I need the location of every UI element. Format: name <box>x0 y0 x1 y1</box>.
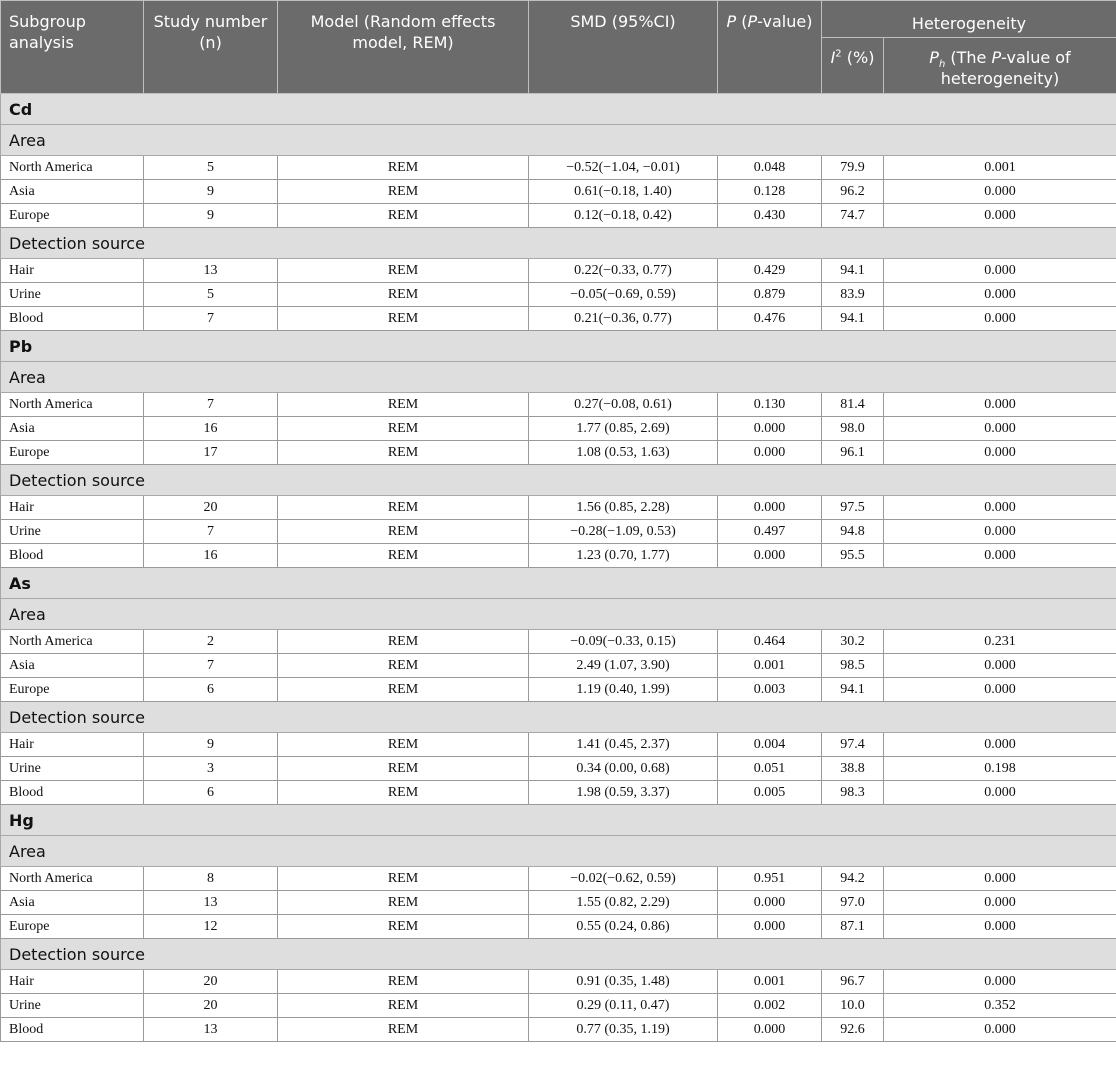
study-number-cell: 6 <box>144 781 278 805</box>
model-cell: REM <box>278 994 529 1018</box>
table-row <box>1 733 1116 757</box>
ph-cell: 0.000 <box>884 520 1116 544</box>
row-label: Urine <box>1 520 144 544</box>
p-value-cell: 0.002 <box>718 994 822 1018</box>
header-subgroup: Subgroup analysis <box>1 1 144 94</box>
header-p-italic: P <box>726 12 737 31</box>
ph-cell: 0.000 <box>884 259 1116 283</box>
table-row <box>1 970 1116 994</box>
section-row <box>1 362 1116 393</box>
p-value-cell: 0.000 <box>718 441 822 465</box>
i2-cell: 98.3 <box>822 781 884 805</box>
ph-cell: 0.000 <box>884 417 1116 441</box>
study-number-cell: 9 <box>144 733 278 757</box>
ph-cell: 0.000 <box>884 867 1116 891</box>
p-value-cell: 0.001 <box>718 654 822 678</box>
ph-cell: 0.198 <box>884 757 1116 781</box>
p-value-cell: 0.048 <box>718 156 822 180</box>
i2-cell: 97.0 <box>822 891 884 915</box>
section-row <box>1 939 1116 970</box>
study-number-cell: 20 <box>144 970 278 994</box>
ph-cell: 0.352 <box>884 994 1116 1018</box>
model-cell: REM <box>278 867 529 891</box>
smd-cell: 0.77 (0.35, 1.19) <box>529 1018 718 1042</box>
table-row <box>1 891 1116 915</box>
model-cell: REM <box>278 259 529 283</box>
header-ph <box>884 38 1116 94</box>
header-p-open: ( <box>736 12 748 31</box>
row-label: Blood <box>1 781 144 805</box>
p-value-cell: 0.051 <box>718 757 822 781</box>
study-number-cell: 16 <box>144 544 278 568</box>
smd-cell: −0.52(−1.04, −0.01) <box>529 156 718 180</box>
i2-cell: 92.6 <box>822 1018 884 1042</box>
study-number-cell: 7 <box>144 520 278 544</box>
smd-cell: 0.55 (0.24, 0.86) <box>529 915 718 939</box>
model-cell: REM <box>278 496 529 520</box>
i2-cell: 96.7 <box>822 970 884 994</box>
table-row <box>1 544 1116 568</box>
i2-cell: 30.2 <box>822 630 884 654</box>
row-label: Blood <box>1 544 144 568</box>
p-value-cell: 0.000 <box>718 417 822 441</box>
table-row <box>1 1018 1116 1042</box>
study-number-cell: 7 <box>144 393 278 417</box>
header-ph-sub: h <box>938 59 946 71</box>
row-label: Blood <box>1 1018 144 1042</box>
smd-cell: 0.91 (0.35, 1.48) <box>529 970 718 994</box>
smd-cell: 0.61(−0.18, 1.40) <box>529 180 718 204</box>
table-row <box>1 630 1116 654</box>
section-row <box>1 836 1116 867</box>
study-number-cell: 5 <box>144 156 278 180</box>
p-value-cell: 0.000 <box>718 1018 822 1042</box>
header-ph-text-1: (The <box>945 48 992 67</box>
i2-cell: 38.8 <box>822 757 884 781</box>
group-heading: Pb <box>1 331 1116 362</box>
smd-cell: −0.05(−0.69, 0.59) <box>529 283 718 307</box>
i2-cell: 97.5 <box>822 496 884 520</box>
model-cell: REM <box>278 678 529 702</box>
row-label: Hair <box>1 496 144 520</box>
row-label: North America <box>1 867 144 891</box>
p-value-cell: 0.497 <box>718 520 822 544</box>
table-row <box>1 259 1116 283</box>
study-number-cell: 13 <box>144 891 278 915</box>
study-number-cell: 6 <box>144 678 278 702</box>
header-model: Model (Random effects model, REM) <box>278 1 529 94</box>
i2-cell: 94.2 <box>822 867 884 891</box>
smd-cell: 2.49 (1.07, 3.90) <box>529 654 718 678</box>
i2-cell: 94.1 <box>822 259 884 283</box>
ph-cell: 0.000 <box>884 204 1116 228</box>
smd-cell: 1.23 (0.70, 1.77) <box>529 544 718 568</box>
header-ph-text-2: -value of heterogeneity) <box>940 48 1071 88</box>
smd-cell: −0.09(−0.33, 0.15) <box>529 630 718 654</box>
ph-cell: 0.000 <box>884 180 1116 204</box>
section-row <box>1 228 1116 259</box>
study-number-cell: 7 <box>144 307 278 331</box>
i2-cell: 81.4 <box>822 393 884 417</box>
model-cell: REM <box>278 654 529 678</box>
smd-cell: 0.21(−0.36, 0.77) <box>529 307 718 331</box>
section-heading: Detection source <box>1 702 1116 733</box>
header-ph-italic: P <box>991 48 1002 67</box>
smd-cell: 1.19 (0.40, 1.99) <box>529 678 718 702</box>
table-row <box>1 180 1116 204</box>
table-header <box>1 1 1116 94</box>
smd-cell: 1.56 (0.85, 2.28) <box>529 496 718 520</box>
row-label: North America <box>1 156 144 180</box>
row-label: Europe <box>1 441 144 465</box>
model-cell: REM <box>278 915 529 939</box>
p-value-cell: 0.464 <box>718 630 822 654</box>
ph-cell: 0.000 <box>884 496 1116 520</box>
study-number-cell: 3 <box>144 757 278 781</box>
section-heading: Detection source <box>1 939 1116 970</box>
study-number-cell: 20 <box>144 994 278 1018</box>
section-heading: Detection source <box>1 465 1116 496</box>
table-row <box>1 393 1116 417</box>
p-value-cell: 0.130 <box>718 393 822 417</box>
row-label: Europe <box>1 204 144 228</box>
model-cell: REM <box>278 757 529 781</box>
row-label: North America <box>1 393 144 417</box>
row-label: North America <box>1 630 144 654</box>
model-cell: REM <box>278 781 529 805</box>
section-row <box>1 599 1116 630</box>
ph-cell: 0.000 <box>884 1018 1116 1042</box>
ph-cell: 0.000 <box>884 891 1116 915</box>
p-value-cell: 0.430 <box>718 204 822 228</box>
group-row-as <box>1 568 1116 599</box>
header-p-value <box>718 1 822 94</box>
ph-cell: 0.000 <box>884 781 1116 805</box>
i2-cell: 87.1 <box>822 915 884 939</box>
i2-cell: 94.1 <box>822 307 884 331</box>
section-heading: Area <box>1 599 1116 630</box>
table-row <box>1 156 1116 180</box>
ph-cell: 0.000 <box>884 307 1116 331</box>
table-body <box>1 94 1116 1042</box>
p-value-cell: 0.003 <box>718 678 822 702</box>
model-cell: REM <box>278 630 529 654</box>
p-value-cell: 0.879 <box>718 283 822 307</box>
p-value-cell: 0.000 <box>718 891 822 915</box>
p-value-cell: 0.001 <box>718 970 822 994</box>
group-row-pb <box>1 331 1116 362</box>
model-cell: REM <box>278 180 529 204</box>
study-number-cell: 2 <box>144 630 278 654</box>
study-number-cell: 8 <box>144 867 278 891</box>
row-label: Hair <box>1 259 144 283</box>
study-number-cell: 9 <box>144 180 278 204</box>
i2-cell: 83.9 <box>822 283 884 307</box>
model-cell: REM <box>278 393 529 417</box>
ph-cell: 0.000 <box>884 915 1116 939</box>
table-row <box>1 994 1116 1018</box>
i2-cell: 94.8 <box>822 520 884 544</box>
model-cell: REM <box>278 520 529 544</box>
model-cell: REM <box>278 283 529 307</box>
header-i2 <box>822 38 884 94</box>
ph-cell: 0.000 <box>884 393 1116 417</box>
smd-cell: 1.41 (0.45, 2.37) <box>529 733 718 757</box>
table-row <box>1 757 1116 781</box>
i2-cell: 74.7 <box>822 204 884 228</box>
p-value-cell: 0.128 <box>718 180 822 204</box>
header-heterogeneity: Heterogeneity <box>822 1 1116 38</box>
group-row-cd <box>1 94 1116 125</box>
model-cell: REM <box>278 544 529 568</box>
row-label: Urine <box>1 283 144 307</box>
smd-cell: 1.55 (0.82, 2.29) <box>529 891 718 915</box>
model-cell: REM <box>278 441 529 465</box>
ph-cell: 0.000 <box>884 678 1116 702</box>
i2-cell: 96.2 <box>822 180 884 204</box>
section-heading: Area <box>1 125 1116 156</box>
smd-cell: 1.77 (0.85, 2.69) <box>529 417 718 441</box>
study-number-cell: 20 <box>144 496 278 520</box>
table-row <box>1 496 1116 520</box>
section-heading: Area <box>1 836 1116 867</box>
model-cell: REM <box>278 891 529 915</box>
row-label: Hair <box>1 733 144 757</box>
smd-cell: 0.27(−0.08, 0.61) <box>529 393 718 417</box>
header-ph-letter: P <box>929 48 939 67</box>
group-heading: Cd <box>1 94 1116 125</box>
table-row <box>1 654 1116 678</box>
header-i2-sup: 2 <box>835 48 842 60</box>
model-cell: REM <box>278 733 529 757</box>
i2-cell: 96.1 <box>822 441 884 465</box>
table-row <box>1 441 1116 465</box>
i2-cell: 10.0 <box>822 994 884 1018</box>
smd-cell: 0.12(−0.18, 0.42) <box>529 204 718 228</box>
i2-cell: 98.5 <box>822 654 884 678</box>
p-value-cell: 0.005 <box>718 781 822 805</box>
row-label: Europe <box>1 915 144 939</box>
p-value-cell: 0.000 <box>718 496 822 520</box>
table-row <box>1 520 1116 544</box>
row-label: Asia <box>1 417 144 441</box>
p-value-cell: 0.004 <box>718 733 822 757</box>
header-i2-unit: (%) <box>841 48 875 67</box>
p-value-cell: 0.000 <box>718 915 822 939</box>
row-label: Asia <box>1 654 144 678</box>
study-number-cell: 12 <box>144 915 278 939</box>
study-number-cell: 9 <box>144 204 278 228</box>
row-label: Urine <box>1 994 144 1018</box>
i2-cell: 97.4 <box>822 733 884 757</box>
ph-cell: 0.000 <box>884 283 1116 307</box>
table-row <box>1 417 1116 441</box>
p-value-cell: 0.000 <box>718 544 822 568</box>
model-cell: REM <box>278 204 529 228</box>
row-label: Asia <box>1 180 144 204</box>
smd-cell: 0.34 (0.00, 0.68) <box>529 757 718 781</box>
ph-cell: 0.000 <box>884 654 1116 678</box>
i2-cell: 95.5 <box>822 544 884 568</box>
ph-cell: 0.000 <box>884 733 1116 757</box>
row-label: Blood <box>1 307 144 331</box>
study-number-cell: 16 <box>144 417 278 441</box>
i2-cell: 79.9 <box>822 156 884 180</box>
study-number-cell: 13 <box>144 1018 278 1042</box>
smd-cell: 1.08 (0.53, 1.63) <box>529 441 718 465</box>
group-heading: Hg <box>1 805 1116 836</box>
model-cell: REM <box>278 307 529 331</box>
table-row <box>1 283 1116 307</box>
study-number-cell: 13 <box>144 259 278 283</box>
section-row <box>1 702 1116 733</box>
row-label: Europe <box>1 678 144 702</box>
model-cell: REM <box>278 1018 529 1042</box>
header-p-close: -value) <box>757 12 813 31</box>
ph-cell: 0.231 <box>884 630 1116 654</box>
study-number-cell: 17 <box>144 441 278 465</box>
smd-cell: −0.02(−0.62, 0.59) <box>529 867 718 891</box>
study-number-cell: 5 <box>144 283 278 307</box>
i2-cell: 98.0 <box>822 417 884 441</box>
ph-cell: 0.000 <box>884 441 1116 465</box>
ph-cell: 0.000 <box>884 970 1116 994</box>
group-heading: As <box>1 568 1116 599</box>
ph-cell: 0.001 <box>884 156 1116 180</box>
smd-cell: −0.28(−1.09, 0.53) <box>529 520 718 544</box>
model-cell: REM <box>278 417 529 441</box>
section-row <box>1 465 1116 496</box>
i2-cell: 94.1 <box>822 678 884 702</box>
section-heading: Detection source <box>1 228 1116 259</box>
section-heading: Area <box>1 362 1116 393</box>
row-label: Asia <box>1 891 144 915</box>
smd-cell: 0.22(−0.33, 0.77) <box>529 259 718 283</box>
table-row <box>1 678 1116 702</box>
row-label: Hair <box>1 970 144 994</box>
model-cell: REM <box>278 970 529 994</box>
row-label: Urine <box>1 757 144 781</box>
header-study-number: Study number (n) <box>144 1 278 94</box>
p-value-cell: 0.429 <box>718 259 822 283</box>
ph-cell: 0.000 <box>884 544 1116 568</box>
smd-cell: 1.98 (0.59, 3.37) <box>529 781 718 805</box>
header-p-inner-italic: P <box>747 12 758 31</box>
table-row <box>1 915 1116 939</box>
header-smd: SMD (95%CI) <box>529 1 718 94</box>
section-row <box>1 125 1116 156</box>
group-row-hg <box>1 805 1116 836</box>
smd-cell: 0.29 (0.11, 0.47) <box>529 994 718 1018</box>
table-row <box>1 867 1116 891</box>
model-cell: REM <box>278 156 529 180</box>
header-i2-letter: I <box>830 48 836 67</box>
table-row <box>1 781 1116 805</box>
table-row <box>1 204 1116 228</box>
p-value-cell: 0.951 <box>718 867 822 891</box>
study-number-cell: 7 <box>144 654 278 678</box>
table-row <box>1 307 1116 331</box>
p-value-cell: 0.476 <box>718 307 822 331</box>
